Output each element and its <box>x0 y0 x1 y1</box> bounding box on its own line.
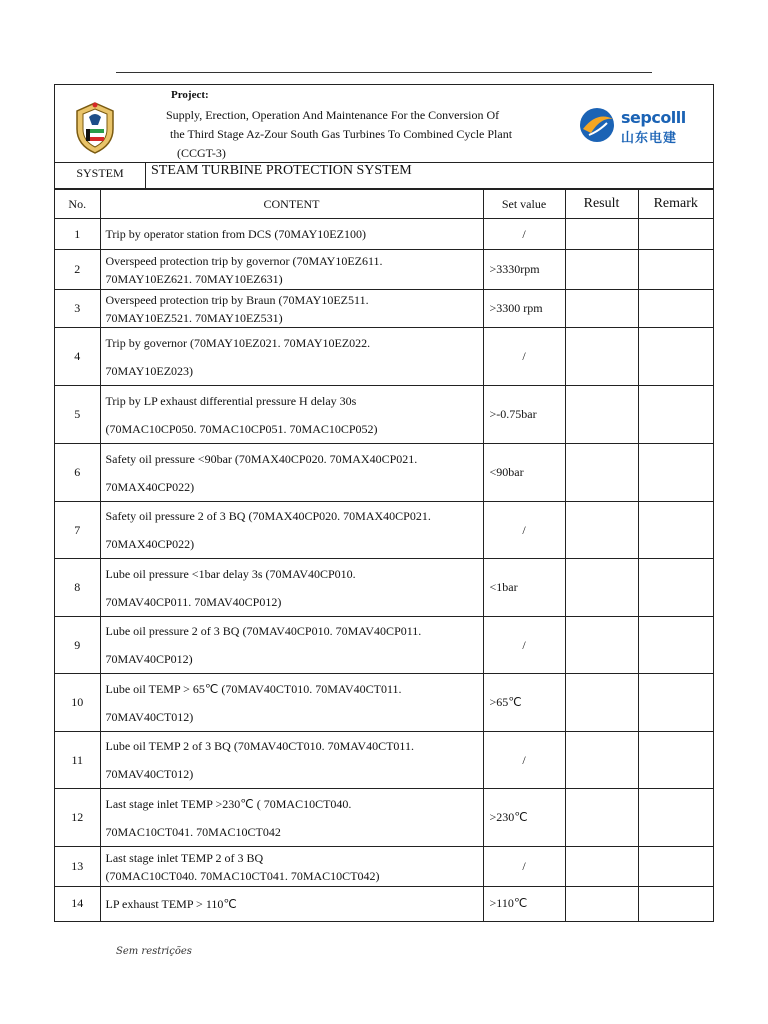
row-content <box>100 444 483 502</box>
row-no: 7 <box>55 502 100 559</box>
row-remark-cell[interactable] <box>638 444 713 502</box>
content-line: Safety oil pressure 2 of 3 BQ (70MAX40CP020. 70MAX40CP021. <box>105 509 431 523</box>
row-no: 5 <box>55 386 100 444</box>
content-line: 70MAY10EZ023) <box>105 363 194 378</box>
system-label: SYSTEM <box>55 162 146 188</box>
content-line: Trip by operator station from DCS (70MAY10EZ100) <box>105 227 366 241</box>
table-row <box>55 789 713 847</box>
row-result-cell[interactable] <box>565 559 638 617</box>
row-content <box>100 617 483 674</box>
row-content <box>100 887 483 921</box>
table-row <box>55 502 713 559</box>
row-set-value: / <box>483 617 565 674</box>
content-line: 70MAX40CP022) <box>105 479 195 494</box>
footer-classification-note: Sem restrições <box>116 946 192 957</box>
row-content <box>100 386 483 444</box>
table-row <box>55 290 713 328</box>
row-no: 12 <box>55 789 100 847</box>
row-no: 6 <box>55 444 100 502</box>
row-no: 10 <box>55 674 100 732</box>
project-title-line-3: (CCGT-3) <box>177 146 226 160</box>
logo-text-en: sepcolll <box>621 108 686 127</box>
row-content <box>100 674 483 732</box>
content-line: Overspeed protection trip by governor (70MAY10EZ611. <box>105 253 383 268</box>
row-result-cell[interactable] <box>565 328 638 386</box>
row-set-value: / <box>483 732 565 789</box>
row-remark-cell[interactable] <box>638 674 713 732</box>
content-line: 70MAX40CP022) <box>105 537 195 551</box>
row-set-value: >3330rpm <box>483 250 565 290</box>
content-line: Lube oil pressure 2 of 3 BQ (70MAV40CP010. 70MAV40CP011. <box>105 624 422 638</box>
row-set-value: >3300 rpm <box>483 290 565 328</box>
table-row <box>55 847 713 887</box>
row-result-cell[interactable] <box>565 386 638 444</box>
sepcoiii-logo <box>577 105 697 145</box>
table-row <box>55 219 713 250</box>
content-line: Safety oil pressure <90bar (70MAX40CP020. 70MAX40CP021. <box>105 451 418 466</box>
sepcoiii-logo-icon <box>577 105 617 145</box>
row-result-cell[interactable] <box>565 732 638 789</box>
content-line: (70MAC10CP050. 70MAC10CP051. 70MAC10CP052) <box>105 421 378 436</box>
row-result-cell[interactable] <box>565 789 638 847</box>
row-content <box>100 789 483 847</box>
content-line: Lube oil TEMP 2 of 3 BQ (70MAV40CT010. 70MAV40CT011. <box>105 739 414 753</box>
content-line: Last stage inlet TEMP 2 of 3 BQ <box>105 850 264 865</box>
row-set-value: >-0.75bar <box>483 386 565 444</box>
content-line: 70MAV40CP012) <box>105 652 193 666</box>
content-line: 70MAC10CT041. 70MAC10CT042 <box>105 824 281 839</box>
row-no: 13 <box>55 847 100 887</box>
row-no: 11 <box>55 732 100 789</box>
row-remark-cell[interactable] <box>638 789 713 847</box>
system-row <box>55 162 713 189</box>
content-line: Trip by governor (70MAY10EZ021. 70MAY10EZ022. <box>105 335 371 350</box>
row-content <box>100 290 483 328</box>
row-remark-cell[interactable] <box>638 732 713 789</box>
header-remark: Remark <box>638 190 713 219</box>
row-result-cell[interactable] <box>565 444 638 502</box>
row-result-cell[interactable] <box>565 502 638 559</box>
row-content <box>100 502 483 559</box>
project-label: Project: <box>171 89 209 101</box>
system-name: STEAM TURBINE PROTECTION SYSTEM <box>151 163 412 178</box>
content-line: Lube oil TEMP > 65℃ (70MAV40CT010. 70MAV40CT011. <box>105 681 402 696</box>
table-row <box>55 559 713 617</box>
row-remark-cell[interactable] <box>638 847 713 887</box>
table-row <box>55 732 713 789</box>
project-title-line-1: Supply, Erection, Operation And Maintenance For the Conversion Of <box>166 108 500 122</box>
row-no: 2 <box>55 250 100 290</box>
project-title-line-2: the Third Stage Az-Zour South Gas Turbines To Combined Cycle Plant <box>170 127 513 141</box>
content-line: Trip by LP exhaust differential pressure H delay 30s <box>105 393 357 408</box>
row-remark-cell[interactable] <box>638 887 713 921</box>
content-line: 70MAY10EZ521. 70MAY10EZ531) <box>105 310 283 325</box>
row-set-value: / <box>483 847 565 887</box>
row-result-cell[interactable] <box>565 847 638 887</box>
row-remark-cell[interactable] <box>638 219 713 250</box>
header-result: Result <box>565 190 638 219</box>
row-no: 4 <box>55 328 100 386</box>
row-content <box>100 250 483 290</box>
content-line: 70MAV40CT012) <box>105 767 194 781</box>
header-content: CONTENT <box>100 190 483 219</box>
content-line: Lube oil pressure <1bar delay 3s (70MAV40CP010. <box>105 566 356 581</box>
row-set-value: / <box>483 328 565 386</box>
row-set-value: / <box>483 219 565 250</box>
header-no: No. <box>55 190 100 219</box>
row-no: 14 <box>55 887 100 921</box>
row-remark-cell[interactable] <box>638 559 713 617</box>
logo-text-cn: 山东电建 <box>621 131 678 146</box>
row-result-cell[interactable] <box>565 290 638 328</box>
protection-checklist-sheet <box>54 84 714 922</box>
row-result-cell[interactable] <box>565 887 638 921</box>
top-rule <box>116 72 652 73</box>
row-no: 1 <box>55 219 100 250</box>
table-row <box>55 617 713 674</box>
row-result-cell[interactable] <box>565 617 638 674</box>
row-content <box>100 732 483 789</box>
row-content <box>100 559 483 617</box>
row-no: 8 <box>55 559 100 617</box>
row-set-value: <90bar <box>483 444 565 502</box>
row-remark-cell[interactable] <box>638 386 713 444</box>
table-row <box>55 674 713 732</box>
row-content <box>100 219 483 250</box>
content-line: (70MAC10CT040. 70MAC10CT041. 70MAC10CT042) <box>105 868 380 883</box>
row-no: 3 <box>55 290 100 328</box>
content-line: 70MAV40CT012) <box>105 709 194 724</box>
row-remark-cell[interactable] <box>638 502 713 559</box>
row-remark-cell[interactable] <box>638 617 713 674</box>
row-set-value: >110℃ <box>483 887 565 921</box>
table-header-row <box>55 190 713 219</box>
content-line: LP exhaust TEMP > 110℃ <box>105 896 237 911</box>
table-row <box>55 386 713 444</box>
row-set-value: >230℃ <box>483 789 565 847</box>
table-row <box>55 444 713 502</box>
row-remark-cell[interactable] <box>638 290 713 328</box>
row-content <box>100 328 483 386</box>
table-row <box>55 887 713 921</box>
row-content <box>100 847 483 887</box>
table-row <box>55 250 713 290</box>
content-line: Overspeed protection trip by Braun (70MAY10EZ511. <box>105 292 369 307</box>
row-remark-cell[interactable] <box>638 250 713 290</box>
protection-table <box>55 189 713 921</box>
table-row <box>55 328 713 386</box>
row-set-value: >65℃ <box>483 674 565 732</box>
row-remark-cell[interactable] <box>638 328 713 386</box>
row-result-cell[interactable] <box>565 250 638 290</box>
header-set-value: Set value <box>483 190 565 219</box>
content-line: 70MAV40CP011. 70MAV40CP012) <box>105 594 282 609</box>
row-set-value: / <box>483 502 565 559</box>
content-line: Last stage inlet TEMP >230℃ ( 70MAC10CT040. <box>105 796 352 811</box>
row-set-value: <1bar <box>483 559 565 617</box>
row-result-cell[interactable] <box>565 219 638 250</box>
content-line: 70MAY10EZ621. 70MAY10EZ631) <box>105 271 283 286</box>
row-no: 9 <box>55 617 100 674</box>
project-header <box>55 85 713 163</box>
row-result-cell[interactable] <box>565 674 638 732</box>
kuwait-emblem-icon <box>69 99 121 155</box>
